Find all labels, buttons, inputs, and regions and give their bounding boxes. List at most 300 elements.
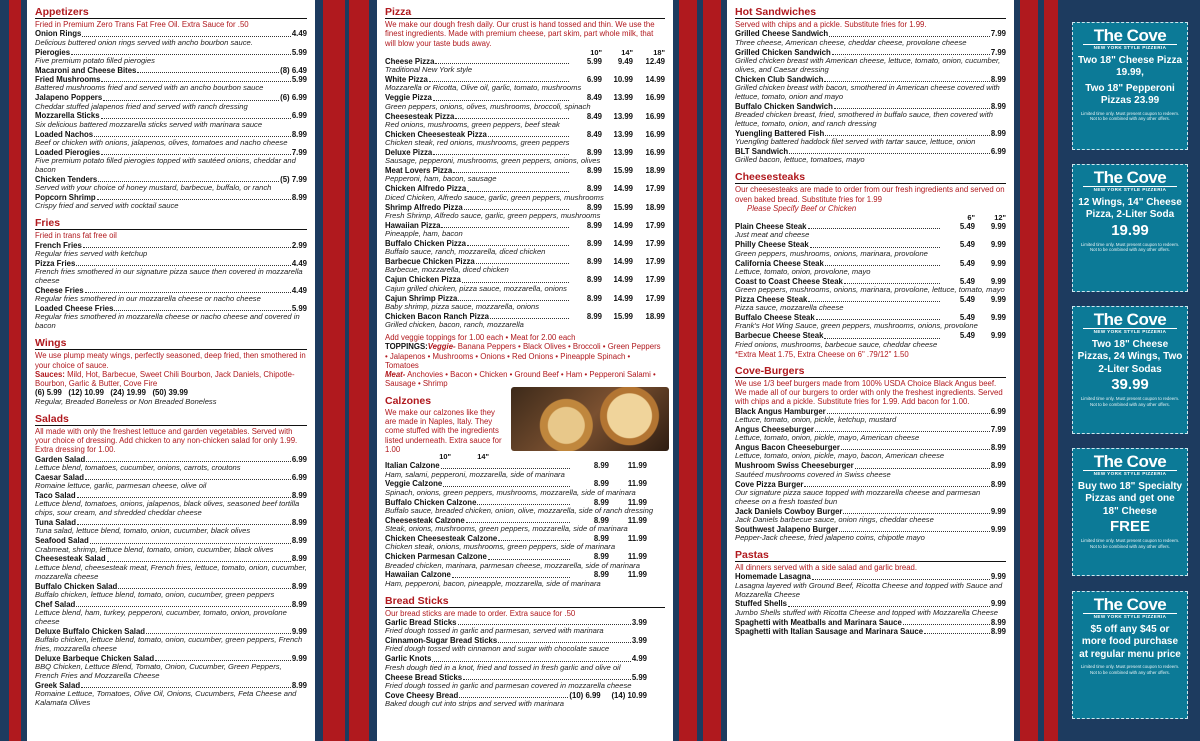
item-price: 8.99	[291, 554, 307, 564]
item-description: Romaine Lettuce, Tomatoes, Olive Oil, Onions, Cucumbers, Feta Cheese and Kalamata Olives	[35, 689, 297, 708]
leader-dots	[839, 525, 990, 532]
item-name: Plain Cheese Steak	[735, 222, 807, 232]
leader-dots	[477, 498, 570, 505]
size-header	[735, 213, 1006, 222]
item-price: 5.99	[291, 75, 307, 84]
section-description: Our bread sticks are made to order. Extra sauce for .50	[385, 608, 576, 618]
coupon-strip	[1062, 0, 1200, 741]
item-price: 14.99	[613, 293, 633, 303]
item-name: Loaded Nachos	[35, 129, 94, 139]
leader-dots	[825, 129, 990, 136]
item-name: White Pizza	[385, 75, 428, 85]
item-price: 4.49	[291, 29, 307, 39]
item-description: Lettuce blend, ham, turkey, pepperoni, cucumber, tomato, onion, provolone cheese	[35, 608, 287, 626]
item-name: Hawaiian Pizza	[385, 220, 441, 230]
item-price: 6.99	[291, 111, 307, 121]
veggie-label: Veggie-	[427, 342, 456, 352]
item-price: 8.99	[291, 581, 307, 591]
item-name: Buffalo Cheese Steak	[735, 313, 815, 323]
item-price: 17.99	[645, 184, 665, 194]
item-name: Angus Bacon Cheeseburger	[735, 443, 840, 453]
item-name: Buffalo Chicken Calzone	[385, 497, 477, 507]
section-description: Fried in Premium Zero Trans Fat Free Oil. Extra Sauce for .50	[35, 20, 249, 29]
item-price: 8.99	[593, 515, 609, 525]
cove-logo: The Cove	[1093, 26, 1167, 45]
item-name: Mushroom Swiss Cheeseburger	[735, 461, 854, 471]
item-description: Lettuce blend, tomatoes, onions, jalapenos, black olives, seasoned beef tortilla chips, sour cream, and shredded cheddar cheese	[35, 499, 300, 518]
item-description: Our signature pizza sauce topped with mozzarella cheese and parmesan cheese on a fresh toasted bun	[735, 487, 981, 506]
leader-dots	[82, 29, 290, 36]
leader-dots	[815, 425, 990, 432]
item-price: (6) 6.99	[280, 93, 307, 103]
leader-dots	[466, 516, 570, 523]
leader-dots	[76, 259, 291, 266]
item-description: Regular fries smothered in mozzarella cheese or nacho cheese and covered in bacon	[35, 312, 300, 331]
coupon-fine-print: Limited time only. Must present coupon to redeem. Not to be combined with any other offers.	[1080, 110, 1180, 122]
item-price: 8.99	[593, 552, 609, 562]
item-price: 8.99	[593, 534, 609, 544]
item-description: Pizza sauce, mozzarella cheese	[735, 303, 844, 313]
item-price: 16.99	[645, 111, 665, 121]
item-name: Hawaiian Calzone	[385, 570, 451, 580]
item-price: 11.99	[627, 552, 647, 562]
leader-dots	[467, 239, 569, 246]
leader-dots	[432, 654, 630, 661]
coupon-free-pizza[interactable]	[1072, 448, 1188, 576]
item-price: 13.99	[613, 111, 633, 121]
item-price: 17.99	[645, 238, 665, 248]
item-name: Greek Salad	[35, 681, 81, 691]
item-price: 8.99	[586, 293, 602, 303]
item-price: (8) 6.49	[280, 65, 307, 75]
leader-dots	[103, 93, 279, 100]
leader-dots	[146, 627, 291, 634]
item-name: Veggie Calzone	[385, 479, 443, 489]
item-name: Popcorn Shrimp	[35, 193, 96, 203]
toppings-label: TOPPINGS:	[385, 342, 428, 352]
item-price: 8.99	[586, 238, 602, 248]
item-description: Sausage, pepperoni, mushrooms, green peppers, onions, olives	[385, 156, 601, 166]
coupon-offer: Buy two 18" Specialty Pizzas and get one 18" Cheese	[1077, 481, 1183, 517]
item-price: 8.99	[586, 147, 602, 157]
item-name: Cheese Bread Sticks	[385, 672, 463, 682]
leader-dots	[829, 29, 990, 36]
leader-dots	[843, 507, 989, 514]
item-price: 8.99	[593, 570, 609, 580]
item-description: Fresh Shrimp, Alfredo sauce, garlic, green peppers, mushrooms	[385, 210, 601, 220]
item-price: 18.99	[645, 166, 665, 176]
item-price: 4.49	[291, 258, 307, 268]
item-name: Pizza Fries	[35, 258, 76, 268]
leader-dots	[90, 536, 291, 543]
item-price: 5.49	[959, 276, 975, 286]
item-price: 13.99	[613, 129, 633, 139]
item-price: 9.49	[617, 56, 633, 66]
item-name: Coast to Coast Cheese Steak	[735, 276, 843, 286]
item-price: 14.99	[613, 220, 633, 230]
item-description: Tuna salad, lettuce blend, tomato, onion, cucumber, black olives	[35, 526, 251, 536]
item-name: Garden Salad	[35, 454, 86, 464]
leader-dots	[114, 304, 290, 311]
item-name: Chef Salad	[35, 599, 76, 609]
hot-sandwiches-section	[735, 6, 1006, 165]
leader-dots	[476, 257, 569, 264]
leader-dots	[452, 570, 570, 577]
item-price: 7.99	[990, 424, 1006, 434]
leader-dots	[855, 461, 990, 468]
item-price: 14.99	[613, 275, 633, 285]
item-price: (5) 7.99	[280, 174, 307, 184]
item-price: 9.99	[990, 240, 1006, 250]
leader-dots	[71, 48, 291, 55]
item-description: Regular fries smothered in our mozzarella cheese or nacho cheese	[35, 294, 261, 304]
leader-dots	[77, 491, 291, 498]
item-price: 6.99	[586, 75, 602, 85]
leader-dots	[498, 534, 570, 541]
pizza-photo	[511, 387, 669, 451]
item-name: Jack Daniels Cowboy Burger	[735, 506, 843, 516]
item-name: Cinnamon-Sugar Bread Sticks	[385, 636, 498, 646]
item-description: Buffalo chicken, lettuce blend, tomato, onion, cucumber, green peppers, French fries, mozzarella cheese	[35, 635, 303, 654]
leader-dots	[458, 618, 631, 625]
leader-dots	[789, 147, 990, 154]
item-price: 17.99	[645, 220, 665, 230]
item-name: Deluxe Pizza	[385, 147, 433, 157]
item-price: 5.49	[959, 222, 975, 232]
item-price: 8.99	[291, 193, 307, 203]
item-price: 16.99	[645, 93, 665, 103]
item-description: Cajun grilled chicken, pizza sauce, mozzarella, onions	[385, 283, 567, 293]
section-title: Calzones	[385, 394, 432, 407]
burgers-section	[735, 365, 1006, 543]
item-description: Fresh dough tied in a knot, fried and tossed in fresh garlic and olive oil	[385, 662, 621, 672]
leader-dots	[490, 312, 569, 319]
item-description: Lettuce, tomato, onion, pickle, mayo, American cheese	[735, 433, 920, 443]
item-name: Taco Salad	[35, 490, 76, 500]
item-price: 5.49	[959, 294, 975, 304]
left-border-stripe	[0, 0, 27, 741]
coupon-five-off[interactable]	[1072, 591, 1188, 719]
item-price: 8.99	[586, 202, 602, 212]
leader-dots	[834, 102, 990, 109]
coupon-offer-2: Two 18" Pepperoni Pizzas 23.99	[1085, 82, 1175, 107]
item-price: 5.99	[291, 47, 307, 57]
item-name: Cajun Chicken Pizza	[385, 275, 461, 285]
leader-dots	[94, 130, 291, 137]
leader-dots	[808, 295, 940, 302]
coupon-offer: Two 18" Cheese Pizza 19.99,	[1077, 55, 1183, 79]
sauces-list: Mild, Hot, Barbecue, Sweet Chili Bourbon, Jack Daniels, Chipotle-Bourbon, Garlic & Butter, Cove Fire	[35, 369, 295, 389]
leader-dots	[827, 407, 990, 414]
section-title: Pastas	[735, 549, 1006, 562]
item-price: 16.99	[645, 147, 665, 157]
leader-dots	[81, 681, 291, 688]
leader-dots	[816, 313, 940, 320]
leader-dots	[443, 479, 570, 486]
item-price: 13.99	[613, 93, 633, 103]
leader-dots	[101, 111, 291, 118]
section-description: We use 1/3 beef burgers made from 100% USDA Choice Black Angus beef. We made all of our burgers to order with only the freshest ingredients. Served with chips and a pickle. Substitute fries for 1.99. Add bacon for 1.00.	[735, 378, 1003, 407]
leader-dots	[435, 57, 569, 64]
item-name: Pierogies	[35, 47, 71, 57]
item-price: 2.99	[291, 240, 307, 250]
item-price: 8.99	[990, 128, 1006, 138]
item-description: Served with your choice of honey mustard, barbecue, buffalo, or ranch	[35, 183, 272, 193]
leader-dots	[824, 331, 940, 338]
leader-dots	[98, 175, 279, 182]
item-price: 8.99	[593, 497, 609, 507]
veggie-list: Banana Peppers • Black Olives • Broccoli • Green Peppers • Jalapenos • Mushrooms • Onions • Red Onions • Pineapple Spinach • Tomatoes	[385, 342, 661, 370]
section-title: Cove-Burgers	[735, 365, 1006, 378]
toppings-note: Add veggie toppings for 1.00 each • Meat for 2.00 each	[385, 332, 576, 342]
item-description: Delicious buttered onion rings served with ancho bourbon sauce.	[35, 37, 253, 47]
item-description: Fried dough tossed in garlic and parmesan covered in mozzarella cheese	[385, 680, 632, 690]
item-name: Southwest Jalapeno Burger	[735, 524, 839, 534]
section-title: Appetizers	[35, 6, 307, 19]
section-description: Served with chips and a pickle. Substitute fries for 1.99.	[735, 20, 927, 29]
item-name: Homemade Lasagna	[735, 572, 811, 582]
item-price: 7.99	[990, 29, 1006, 39]
leader-dots	[824, 75, 989, 82]
item-description: Crispy fried and served with cocktail sauce	[35, 201, 179, 211]
item-price: 9.99	[990, 331, 1006, 341]
item-name: Garlic Knots	[385, 654, 432, 664]
item-price: 7.99	[291, 147, 307, 157]
item-name: Cheesesteak Pizza	[385, 111, 455, 121]
gutter-stripe-2	[673, 0, 727, 741]
leader-dots	[155, 654, 291, 661]
leader-dots	[453, 166, 569, 173]
coupon-pizzas-wings-sodas[interactable]	[1072, 306, 1188, 434]
item-name: Chicken Tenders	[35, 174, 98, 184]
item-price: 8.99	[990, 101, 1006, 111]
section-title: Cheesesteaks	[735, 171, 1006, 184]
item-price: 13.99	[613, 147, 633, 157]
item-price: 8.49	[586, 93, 602, 103]
item-name: Cheese Fries	[35, 285, 84, 295]
item-description: Traditional New York style	[385, 65, 473, 75]
leader-dots	[812, 572, 990, 579]
item-price: 8.99	[291, 536, 307, 546]
item-description: Fried onions, mushrooms, barbecue sauce, cheddar cheese	[735, 339, 938, 349]
item-description: Red onions, mushrooms, green peppers, beef steak	[385, 119, 560, 129]
item-price: 17.99	[645, 257, 665, 267]
item-price: 9.99	[990, 294, 1006, 304]
gutter-stripe-1	[315, 0, 377, 741]
item-name: Cajun Shrimp Pizza	[385, 293, 458, 303]
item-description: Five premium potato filled pierogies	[35, 55, 155, 65]
item-name: Cheesesteak Salad	[35, 554, 106, 564]
item-price: 7.99	[990, 47, 1006, 57]
item-name: Angus Cheeseburger	[735, 424, 814, 434]
leader-dots	[97, 193, 291, 200]
item-description: Diced Chicken, Alfredo sauce, garlic, green peppers, mushrooms	[385, 192, 604, 202]
leader-dots	[76, 600, 291, 607]
item-description: Romaine lettuce, garlic, parmesan cheese, olive oil	[35, 481, 207, 491]
leader-dots	[455, 112, 569, 119]
coupon-fine-print: Limited time only. Must present coupon to redeem. Not to be combined with any other offers.	[1080, 664, 1180, 675]
item-price: 8.99	[990, 626, 1006, 636]
item-price: 11.99	[627, 534, 647, 544]
item-description: Chicken steak, onions, mushrooms, green peppers, side of marinara	[385, 542, 616, 552]
item-name: Grilled Chicken Sandwich	[735, 47, 831, 57]
item-name: Onion Rings	[35, 29, 82, 39]
leader-dots	[903, 618, 990, 625]
logo-subtitle: NEW YORK STYLE PIZZERIA	[1083, 44, 1177, 51]
leader-dots	[83, 241, 291, 248]
coupon-offer: $5 off any $45 or more food purchase at regular menu price	[1079, 624, 1181, 660]
leader-dots	[433, 93, 569, 100]
cove-logo: The Cove	[1093, 595, 1167, 614]
item-name: Fried Mushrooms	[35, 75, 101, 84]
item-price: 14.99	[645, 75, 665, 85]
item-price: 8.99	[990, 461, 1006, 471]
item-price: 3.99	[631, 636, 647, 646]
item-description: Sautéed mushrooms covered in Swiss cheese	[735, 469, 891, 479]
item-description: Jumbo Shells stuffed with Ricotta Cheese and topped with Mozzarella Cheese	[735, 607, 998, 617]
item-description: Ham, salami, pepperoni, mozzarella, side of marinara	[385, 469, 565, 479]
item-description: Lettuce blend, cheesesteak meat, French fries, lettuce, tomato, onion, cucumber, mozzarella cheese	[35, 562, 307, 581]
item-description: Buffalo sauce, breaded chicken, onion, olive, mozzarella, side of ranch dressing	[385, 505, 654, 515]
item-name: Garlic Bread Sticks	[385, 617, 457, 627]
item-name: Cove Cheesy Bread	[385, 690, 459, 700]
item-description: Five premium potato filled pierogies topped with sautéed onions, cheddar and bacon	[35, 156, 296, 175]
leader-dots	[467, 184, 569, 191]
item-price: 15.99	[613, 311, 633, 321]
item-description: Baby shrimp, pizza sauce, mozzarella, onions	[385, 301, 540, 311]
item-description: Fried dough tossed in garlic and parmesan, served with marinara	[385, 626, 604, 636]
menu-item-row	[735, 627, 1006, 636]
leader-dots	[804, 480, 989, 487]
section-title: Bread Sticks	[385, 595, 665, 608]
leader-dots	[441, 461, 570, 468]
item-price: 14.99	[613, 238, 633, 248]
leader-dots	[77, 518, 291, 525]
coupon-two-pizzas[interactable]	[1072, 22, 1188, 150]
size-label: 18"	[653, 47, 665, 57]
item-price: 8.99	[291, 681, 307, 691]
item-description: Just meat and cheese	[735, 230, 810, 240]
item-price: 9.99	[990, 258, 1006, 268]
size-label: 6"	[967, 213, 975, 223]
item-price: 9.99	[990, 313, 1006, 323]
item-price: 5.99	[586, 56, 602, 66]
toppings-veggie	[385, 342, 665, 370]
section-description: All dinners served with a side salad and garlic bread.	[735, 563, 918, 573]
item-description: Beef or chicken with onions, jalapenos, olives, tomatoes and nacho cheese	[35, 137, 288, 147]
calzones-section	[385, 395, 665, 589]
wing-prices: (6) 5.99 (12) 10.99 (24) 19.99 (50) 39.99	[35, 388, 188, 398]
size-label: 14"	[621, 47, 633, 57]
item-price: 8.99	[593, 461, 609, 471]
item-name: Chicken Bacon Ranch Pizza	[385, 311, 489, 321]
item-description: Lettuce blend, tomatoes, cucumber, onions, carrots, croutons	[35, 462, 241, 472]
item-description: Battered mushrooms fried and served with an ancho bourbon sauce	[35, 83, 264, 93]
item-name: Barbecue Chicken Pizza	[385, 257, 475, 267]
item-price: 4.49	[291, 285, 307, 295]
item-name: Veggie Pizza	[385, 93, 432, 103]
leader-dots	[488, 130, 569, 137]
item-price: 6.99	[990, 147, 1006, 157]
item-price: 15.99	[613, 166, 633, 176]
section-note: Please Specify Beef or Chicken	[747, 203, 857, 213]
item-description: BBQ Chicken, Lettuce Blend, Tomato, Onion, Cucumber, Green Peppers, French Fries and Mozzarella Cheese	[35, 662, 282, 681]
leader-dots	[841, 443, 990, 450]
item-name: Deluxe Buffalo Chicken Salad	[35, 626, 146, 636]
item-price: 5.49	[959, 331, 975, 341]
menu-column-2	[377, 0, 673, 741]
coupon-offer: Two 18" Cheese Pizzas, 24 Wings, Two 2-Liter Sodas	[1077, 339, 1183, 375]
item-price: 4.99	[631, 654, 647, 664]
item-price: 8.49	[586, 129, 602, 139]
item-description: Lasagna layered with Ground Beef, Ricotta Cheese and topped with Sauce and Mozzarella Cheese	[735, 580, 1003, 599]
section-description: We make our dough fresh daily. Our crust is hand tossed and thin. We use the finest ingredients. Made with premium cheese, part skim, part whole milk, that will blow your taste buds away.	[385, 20, 655, 48]
item-price: 5.49	[959, 240, 975, 250]
menu-column-3	[727, 0, 1014, 741]
item-name: Black Angus Hamburger	[735, 406, 826, 416]
item-description: Pineapple, ham, bacon	[385, 229, 463, 239]
item-name: Jalapeno Poppers	[35, 93, 103, 103]
coupon-price: 39.99	[1111, 376, 1149, 394]
item-name: BLT Sandwich	[735, 147, 789, 157]
item-price: 6.99	[291, 472, 307, 482]
item-description: Grilled bacon, lettuce, tomatoes, mayo	[735, 155, 865, 165]
item-price: 9.99	[990, 506, 1006, 516]
item-description: Grilled chicken, bacon, ranch, mozzarella	[385, 320, 524, 330]
item-name: Buffalo Chicken Pizza	[385, 238, 467, 248]
leader-dots	[86, 455, 291, 462]
section-description: We make our calzones like they are made in Naples, Italy. They come stuffed with the ingredients listed underneath. Extra sauce for 1.00	[385, 407, 502, 454]
item-description: Lettuce, tomato, onion, pickle, mayo, bacon, American cheese	[735, 451, 945, 461]
item-price: 17.99	[645, 293, 665, 303]
item-price: 18.99	[645, 202, 665, 212]
item-price: 15.99	[613, 202, 633, 212]
salads-section	[35, 413, 307, 709]
item-name: Buffalo Chicken Salad	[35, 581, 118, 591]
item-price: 17.99	[645, 275, 665, 285]
wing-sauces	[35, 370, 307, 389]
section-title: Fries	[35, 217, 307, 230]
item-description: Six delicious battered mozzarella sticks served with marinara sauce	[35, 119, 263, 129]
item-name: Pizza Cheese Steak	[735, 294, 808, 304]
coupon-wings-pizza-soda[interactable]	[1072, 164, 1188, 292]
item-price: (10) 6.99 (14) 10.99	[569, 690, 647, 700]
cheesesteaks-section	[735, 171, 1006, 359]
coupon-offer: 12 Wings, 14" Cheese Pizza, 2-Liter Soda	[1078, 197, 1182, 221]
leader-dots	[101, 148, 291, 155]
item-description: Buffalo chicken, lettuce blend, tomato, onion, cucumber, green peppers	[35, 589, 275, 599]
item-price: 8.99	[990, 443, 1006, 453]
item-price: 14.99	[613, 257, 633, 267]
logo-subtitle: NEW YORK STYLE PIZZERIA	[1083, 613, 1177, 620]
item-description: Mozzarella or Ricotta, Olive oil, garlic, tomato, mushrooms	[385, 83, 582, 93]
item-description: Steak, onions, mushrooms, green peppers, mozzarella, side of marinara	[385, 524, 628, 534]
item-name: Chicken Club Sandwich	[735, 74, 824, 84]
item-name: Yuengling Battered Fish	[735, 128, 825, 138]
leader-dots	[462, 275, 569, 282]
section-title: Salads	[35, 413, 307, 426]
leader-dots	[85, 473, 291, 480]
item-description: Green peppers, mushrooms, onions, marinara, provolone	[735, 248, 928, 258]
logo-subtitle: NEW YORK STYLE PIZZERIA	[1083, 186, 1177, 193]
item-price: 11.99	[627, 515, 647, 525]
breadsticks-section	[385, 595, 665, 709]
item-price: 8.99	[586, 166, 602, 176]
item-price: 5.49	[959, 258, 975, 268]
item-name: Chicken Parmesan Calzone	[385, 552, 487, 562]
item-description: Frank's Hot Wing Sauce, green peppers, mushrooms, onions, provolone	[735, 321, 978, 331]
appetizers-section	[35, 6, 307, 211]
